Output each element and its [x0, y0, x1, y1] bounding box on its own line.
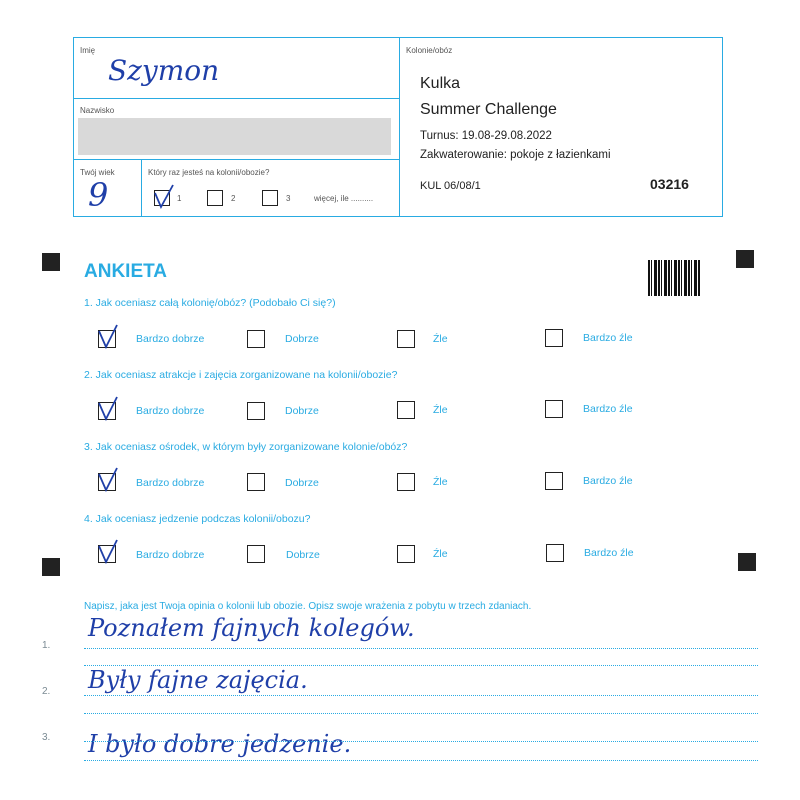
check-mark-icon [97, 397, 123, 425]
q1-checkbox-zle[interactable] [397, 330, 415, 348]
header-divider-3 [141, 159, 142, 216]
header-form [73, 37, 723, 217]
q4-option-bardzo-dobrze: Bardzo dobrze [136, 549, 205, 561]
q2-checkbox-dobrze[interactable] [247, 402, 265, 420]
registration-marker-bottom-right [738, 553, 756, 571]
survey-title: ANKIETA [84, 261, 168, 282]
opinion-dotline-3a [84, 741, 758, 742]
header-divider-1 [74, 98, 399, 99]
q1-option-bardzo-dobrze: Bardzo dobrze [136, 333, 205, 345]
q3-checkbox-dobrze[interactable] [247, 473, 265, 491]
opinion-line-1[interactable]: Poznałem fajnych kolegów. [88, 614, 415, 642]
turnus-value: 19.08-29.08.2022 [461, 130, 552, 142]
line-number-2: 2. [42, 686, 51, 697]
q3-checkbox-bardzo-dobrze[interactable] [98, 473, 116, 491]
opinion-prompt: Napisz, jaka jest Twoja opinia o kolonii lub obozie. Opisz swoje wrażenia z pobytu w trzech zdaniach. [84, 601, 532, 612]
question-4: 4. Jak oceniasz jedzenie podczas kolonii/obozu? [84, 513, 311, 525]
registration-marker-top-right [736, 250, 754, 268]
q2-option-bardzo-dobrze: Bardzo dobrze [136, 405, 205, 417]
q4-option-bardzo-zle: Bardzo źle [584, 547, 634, 559]
camp-code: KUL 06/08/1 [420, 180, 481, 192]
camp-name-2: Summer Challenge [420, 101, 557, 118]
question-1: 1. Jak oceniasz całą kolonię/obóz? (Podobało Ci się?) [84, 297, 336, 309]
q2-option-dobrze: Dobrze [285, 405, 319, 417]
ktory-raz-label: Który raz jesteś na kolonii/obozie? [148, 168, 270, 177]
q1-option-dobrze: Dobrze [285, 333, 319, 345]
ktory-raz-checkbox-2[interactable] [207, 190, 223, 206]
q4-option-dobrze: Dobrze [286, 549, 320, 561]
q4-checkbox-zle[interactable] [397, 545, 415, 563]
q3-checkbox-bardzo-zle[interactable] [545, 472, 563, 490]
form-number: 03216 [650, 176, 689, 192]
turnus-row [420, 130, 552, 142]
registration-marker-bottom-left [42, 558, 60, 576]
imie-label: Imię [80, 46, 96, 55]
camp-name-1: Kulka [420, 75, 461, 92]
ktory-raz-checkbox-1[interactable] [154, 190, 170, 206]
ktory-raz-option-3: 3 [286, 194, 291, 203]
kolonie-label: Kolonie/obóz [406, 46, 453, 55]
q1-option-bardzo-zle: Bardzo źle [583, 332, 633, 344]
question-2: 2. Jak oceniasz atrakcje i zajęcia zorganizowane na kolonii/obozie? [84, 369, 398, 381]
q2-option-bardzo-zle: Bardzo źle [583, 403, 633, 415]
q1-checkbox-dobrze[interactable] [247, 330, 265, 348]
header-divider-2 [74, 159, 399, 160]
registration-marker-top-left [42, 253, 60, 271]
header-divider-vertical [399, 38, 400, 216]
check-mark-icon [97, 540, 123, 568]
q1-checkbox-bardzo-dobrze[interactable] [98, 330, 116, 348]
wiek-value[interactable]: 9 [88, 176, 109, 214]
q2-checkbox-bardzo-zle[interactable] [545, 400, 563, 418]
q1-checkbox-bardzo-zle[interactable] [545, 329, 563, 347]
wiecej-label: więcej, ile .......... [314, 194, 374, 203]
zakwaterowanie-row [420, 149, 611, 161]
imie-value[interactable]: Szymon [108, 54, 220, 87]
question-3: 3. Jak oceniasz ośrodek, w którym były zorganizowane kolonie/obóz? [84, 441, 408, 453]
opinion-dotline-2b [84, 713, 758, 714]
q3-option-dobrze: Dobrze [285, 477, 319, 489]
q3-option-bardzo-zle: Bardzo źle [583, 475, 633, 487]
q4-option-zle: Źle [433, 548, 448, 560]
check-mark-icon [97, 325, 123, 353]
zakwaterowanie-label: Zakwaterowanie: [420, 149, 507, 161]
opinion-line-2[interactable]: Były fajne zajęcia. [88, 666, 308, 694]
opinion-dotline-3b [84, 760, 758, 761]
zakwaterowanie-value: pokoje z łazienkami [510, 149, 611, 161]
q4-checkbox-bardzo-dobrze[interactable] [98, 545, 116, 563]
ktory-raz-option-2: 2 [231, 194, 236, 203]
line-number-3: 3. [42, 732, 51, 743]
opinion-dotline-1a [84, 648, 758, 649]
q2-checkbox-bardzo-dobrze[interactable] [98, 402, 116, 420]
barcode-icon [648, 260, 700, 296]
nazwisko-label: Nazwisko [80, 106, 115, 115]
q2-checkbox-zle[interactable] [397, 401, 415, 419]
q3-checkbox-zle[interactable] [397, 473, 415, 491]
q2-option-zle: Źle [433, 404, 448, 416]
wiek-label: Twój wiek [80, 168, 115, 177]
q4-checkbox-dobrze[interactable] [247, 545, 265, 563]
ktory-raz-option-1: 1 [177, 194, 182, 203]
q1-option-zle: Źle [433, 333, 448, 345]
line-number-1: 1. [42, 640, 51, 651]
check-mark-icon [153, 185, 182, 213]
opinion-line-3[interactable]: I było dobre jedzenie. [88, 730, 352, 758]
q4-checkbox-bardzo-zle[interactable] [546, 544, 564, 562]
opinion-dotline-2a [84, 695, 758, 696]
q3-option-zle: Źle [433, 476, 448, 488]
ktory-raz-checkbox-3[interactable] [262, 190, 278, 206]
check-mark-icon [97, 468, 123, 496]
turnus-label: Turnus: [420, 130, 459, 142]
q3-option-bardzo-dobrze: Bardzo dobrze [136, 477, 205, 489]
nazwisko-redaction [78, 118, 391, 155]
